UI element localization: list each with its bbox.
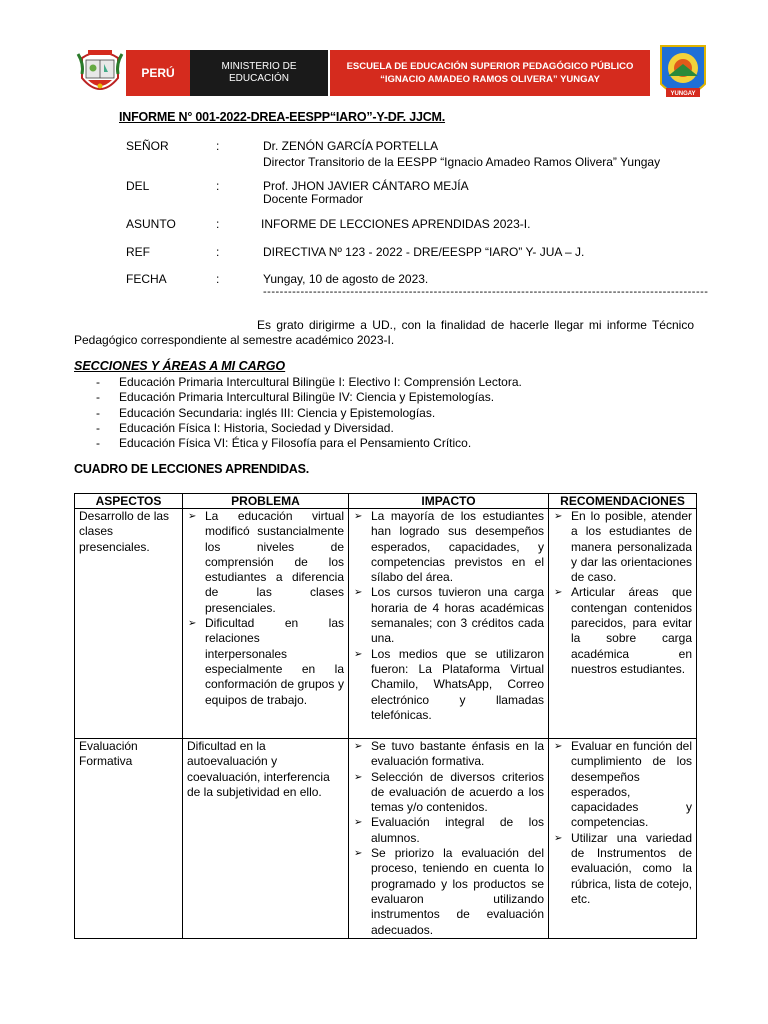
secciones-list [96,375,522,451]
escuela-banner [330,50,650,96]
bullet-item: ➢ Se tuvo bastante énfasis en la evaluación formativa. [353,739,544,770]
peru-label: PERÚ [141,66,175,80]
bullet-item: ➢ En lo posible, atender a los estudiantes de manera personalizada y dar las orientaciones de caso. [553,509,692,585]
list-item: - Educación Física VI: Ética y Filosofía para el Pensamiento Crítico. [96,436,522,451]
colon: : [216,217,220,231]
table-header-row [75,494,697,509]
header-problema: PROBLEMA [183,494,349,509]
cell-recomendaciones [549,739,697,939]
yungay-school-logo-icon [658,42,708,106]
lecciones-table [74,493,697,939]
report-title: INFORME N° 001-2022-DREA-EESPP“IARO”-Y-DF. JJCM. [119,110,446,124]
colon: : [216,272,220,286]
cell-impacto [349,739,549,939]
cell-recomendaciones [549,509,697,739]
table-row [75,739,697,939]
escuela-line1: ESCUELA DE EDUCACIÓN SUPERIOR PEDAGÓGICO PÚBLICO [346,61,634,72]
divider-line: ----------------------------------------------------------------------------------------------------------- [263,286,709,298]
intro-text: Es grato dirigirme a UD., con la finalidad de hacerle llegar mi informe Técnico Pedagógico correspondiente al semestre académico 2023-I. [74,318,694,347]
ministerio-banner [190,50,328,96]
bullet-item: ➢ Selección de diversos criterios de evaluación de acuerdo a los temas y/o contenidos. [353,770,544,816]
cell-aspecto: Evaluación Formativa [75,739,183,939]
cell-aspecto: Desarrollo de las clases presenciales. [75,509,183,739]
bullet-item: ➢ Dificultad en las relaciones interpersonales especialmente en la conformación de grupos y equipos de trabajo. [187,616,344,708]
ministerio-line2: EDUCACIÓN [228,73,289,84]
senor-value-line1: Dr. ZENÓN GARCÍA PORTELLA [263,139,439,153]
asunto-value: INFORME DE LECCIONES APRENDIDAS 2023-I. [261,217,531,231]
bullet-item: ➢ La mayoría de los estudiantes han logrado sus desempeños esperados, capacidades, y competencias previstos en el sílabo del área. [353,509,544,585]
bullet-item: ➢ La educación virtual modificó sustancialmente los niveles de comprensión de los estudiantes a diferencia de las clases presenciales. [187,509,344,616]
asunto-label: ASUNTO [126,217,176,231]
bullet-item: ➢ Se priorizo la evaluación del proceso, teniendo en cuenta lo programado y los productos se evaluaron utilizando instrumentos de evaluación adecuados. [353,846,544,938]
logo-text: YUNGAY [670,91,696,97]
peru-coat-of-arms-icon [74,44,126,100]
list-item: - Educación Física I: Historia, Sociedad y Diversidad. [96,421,522,436]
header-aspectos: ASPECTOS [75,494,183,509]
cell-problema [183,509,349,739]
ref-value: DIRECTIVA Nº 123 - 2022 - DRE/EESPP “IARO” Y- JUA – J. [263,245,585,259]
fecha-value: Yungay, 10 de agosto de 2023. [263,272,429,286]
peru-banner [126,50,190,96]
bullet-item: ➢ Los cursos tuvieron una carga horaria de 4 horas académicas semanales; con 3 créditos cada una. [353,585,544,646]
bullet-item: ➢ Articular áreas que contengan contenidos parecidos, para evitar la sobre carga académica en nuestros estudiantes. [553,585,692,677]
bullet-item: ➢ Evaluar en función del cumplimiento de los desempeños esperados, capacidades y competencias. [553,739,692,831]
list-item: - Educación Secundaria: inglés III: Ciencia y Epistemologías. [96,406,522,421]
ministerio-line1: MINISTERIO DE [221,61,297,72]
colon: : [216,179,220,193]
cell-impacto [349,509,549,739]
senor-label: SEÑOR [126,139,169,153]
table-row [75,509,697,739]
list-item: - Educación Primaria Intercultural Bilingüe IV: Ciencia y Epistemologías. [96,390,522,405]
header-impacto: IMPACTO [349,494,549,509]
colon: : [216,139,220,153]
senor-value-line2: Director Transitorio de la EESPP “Ignacio Amadeo Ramos Olivera” Yungay [263,155,661,169]
intro-paragraph [74,318,694,348]
del-label: DEL [126,179,150,193]
header-recomendaciones: RECOMENDACIONES [549,494,697,509]
cell-problema: Dificultad en la autoevaluación y coevaluación, interferencia de la subjetividad en ello. [183,739,349,939]
ref-label: REF [126,245,150,259]
fecha-label: FECHA [126,272,167,286]
colon: : [216,245,220,259]
secciones-title: SECCIONES Y ÁREAS A MI CARGO [74,359,286,373]
escuela-line2: “IGNACIO AMADEO RAMOS OLIVERA” YUNGAY [380,74,600,85]
del-value-line1: Prof. JHON JAVIER CÁNTARO MEJÍA [263,179,469,193]
bullet-item: ➢ Evaluación integral de los alumnos. [353,815,544,846]
bullet-item: ➢ Utilizar una variedad de Instrumentos de evaluación, como la rúbrica, lista de cotejo, etc. [553,831,692,907]
bullet-item: ➢ Los medios que se utilizaron fueron: La Plataforma Virtual Chamilo, WhatsApp, Correo electrónico y llamadas telefónicas. [353,647,544,723]
list-item: - Educación Primaria Intercultural Bilingüe I: Electivo I: Comprensión Lectora. [96,375,522,390]
del-value-line2: Docente Formador [263,192,364,206]
cuadro-title: CUADRO DE LECCIONES APRENDIDAS. [74,462,310,476]
